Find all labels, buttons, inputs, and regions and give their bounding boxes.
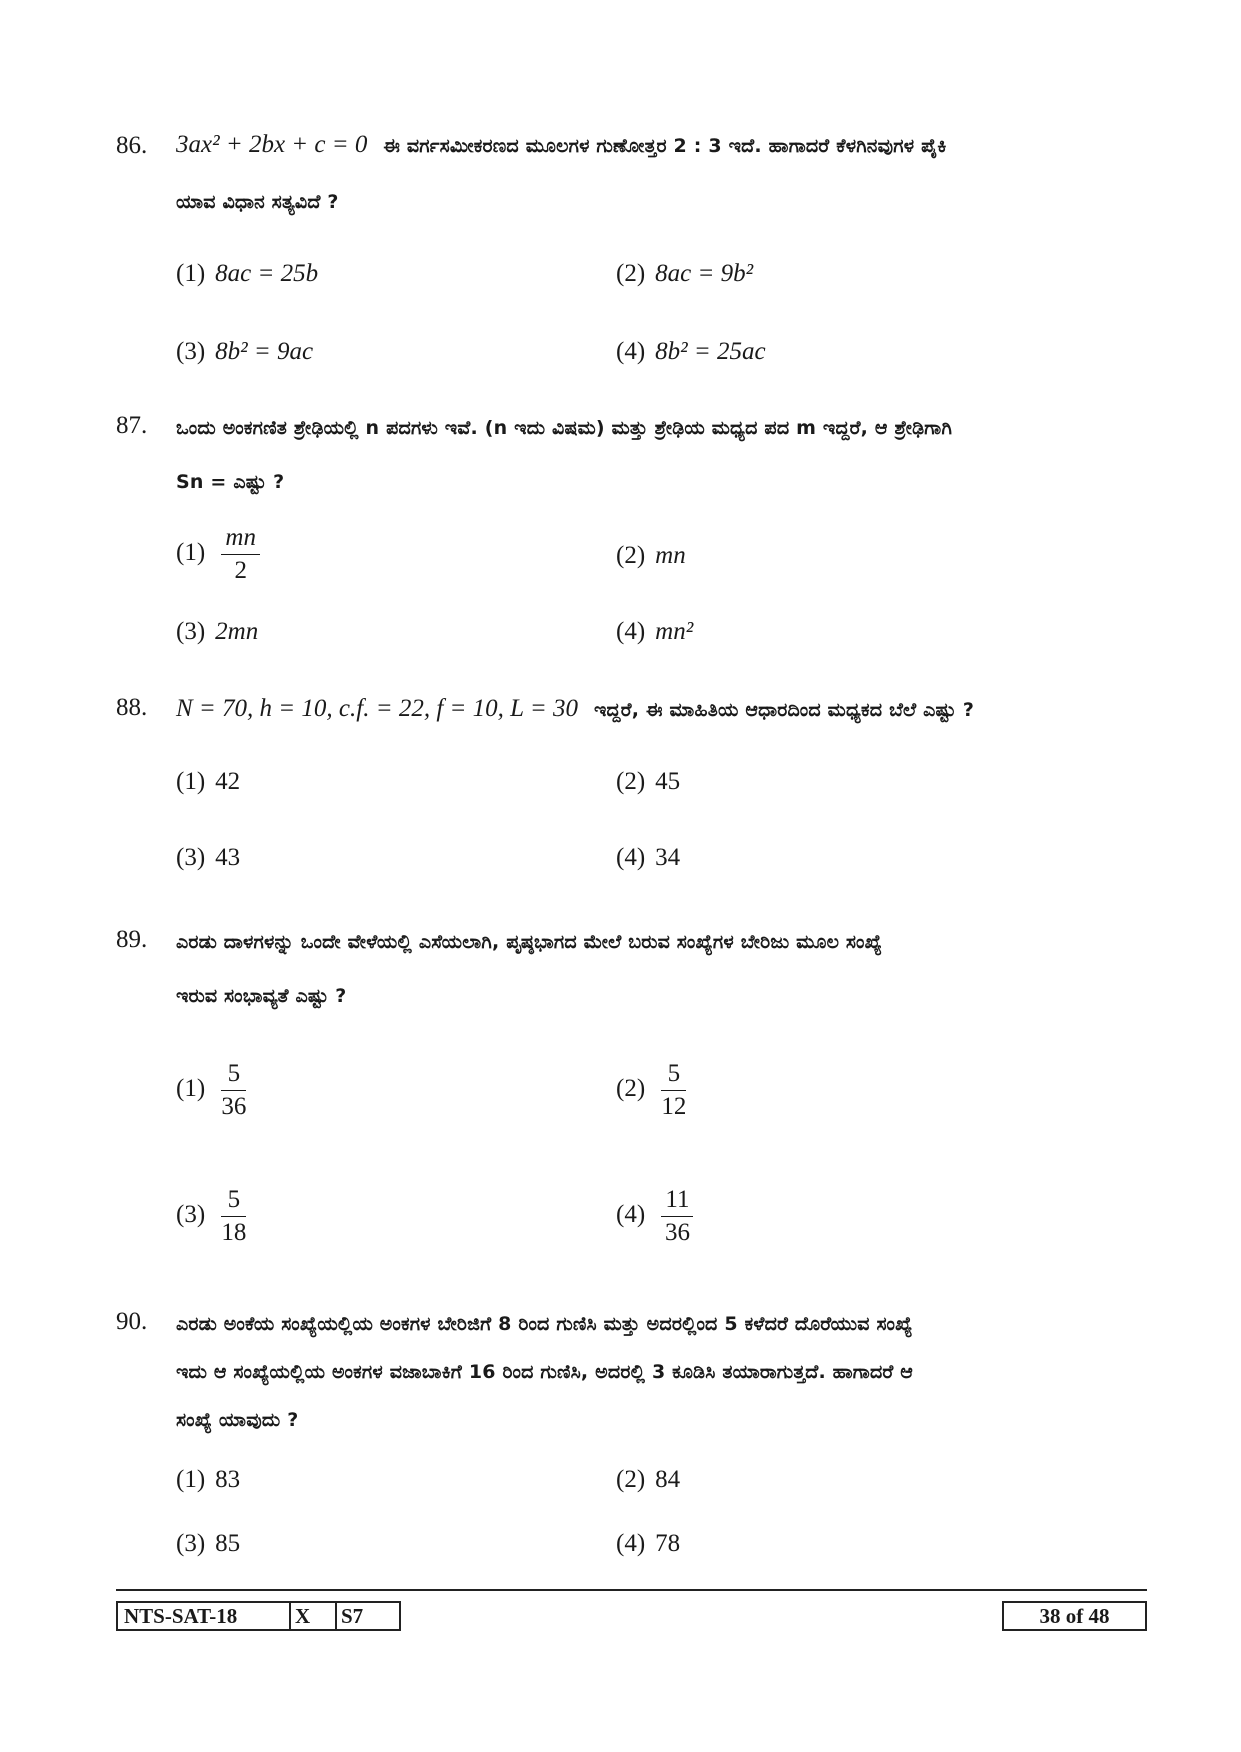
option-1[interactable]: (1) $\frac{5}{36}$ bbox=[176, 1060, 247, 1120]
fraction: $\frac{mn}{2}$ bbox=[221, 524, 260, 585]
option-1[interactable]: (1) 42 bbox=[176, 768, 241, 795]
question-line bbox=[176, 694, 974, 725]
question-line bbox=[176, 1404, 298, 1435]
question-line bbox=[176, 130, 947, 161]
option-3[interactable]: (3) 43 bbox=[176, 844, 241, 871]
option-2[interactable]: (2) 84 bbox=[616, 1466, 681, 1493]
question-number: 90. bbox=[116, 1308, 148, 1335]
question-text: ಸಂಖ್ಯೆ ಯಾವುದು ? bbox=[176, 1409, 299, 1431]
option-1[interactable]: (1) 83 bbox=[176, 1466, 241, 1493]
question-line bbox=[176, 186, 339, 217]
question-text: ಒಂದು ಅಂಕಗಣಿತ ಶ್ರೇಢಿಯಲ್ಲಿ n ಪದಗಳು ಇವೆ. (n ಇದು ವಿಷಮ) ಮತ್ತು ಶ್ರೇಢಿಯ ಮಧ್ಯದ ಪದ m ಇದ್ದರೆ, ಆ ಶ್ರೇಢಿಗಾಗಿ bbox=[176, 417, 953, 439]
question-text: ಇದು ಆ ಸಂಖ್ಯೆಯಲ್ಲಿಯ ಅಂಕಗಳ ವಜಾಬಾಕಿಗೆ 16 ರಿಂದ ಗುಣಿಸಿ, ಅದರಲ್ಲಿ 3 ಕೂಡಿಸಿ ತಯಾರಾಗುತ್ತದೆ. ಹಾಗಾದರೆ ಆ bbox=[176, 1361, 913, 1383]
footer-class: X bbox=[289, 1601, 337, 1631]
question-number: 86. bbox=[116, 132, 148, 159]
question-line bbox=[176, 926, 882, 957]
footer-exam-code: NTS-SAT-18 bbox=[116, 1601, 291, 1631]
option-4[interactable]: (4) $\frac{11}{36}$ bbox=[616, 1186, 693, 1247]
option-2[interactable]: (2) mn bbox=[616, 542, 686, 569]
footer-set: S7 bbox=[335, 1601, 401, 1631]
question-line bbox=[176, 1356, 913, 1387]
fraction: $\frac{5}{18}$ bbox=[221, 1186, 247, 1246]
option-2[interactable]: (2) 45 bbox=[616, 768, 681, 795]
footer-page-number: 38 of 48 bbox=[1002, 1601, 1147, 1631]
question-text: ಎರಡು ದಾಳಗಳನ್ನು ಒಂದೇ ವೇಳೆಯಲ್ಲಿ ಎಸೆಯಲಾಗಿ, ಪೃಷ್ಠಭಾಗದ ಮೇಲೆ ಬರುವ ಸಂಖ್ಯೆಗಳ ಬೇರಿಜು ಮೂಲ ಸಂಖ್ಯೆ bbox=[176, 931, 883, 953]
question-line bbox=[176, 980, 346, 1011]
question-line bbox=[176, 412, 952, 443]
fraction: $\frac{5}{12}$ bbox=[661, 1060, 687, 1120]
question-number: 89. bbox=[116, 926, 148, 953]
question-number: 87. bbox=[116, 412, 148, 439]
question-number: 88. bbox=[116, 694, 148, 721]
option-1[interactable]: (1) 8ac = 25b bbox=[176, 260, 319, 287]
option-2[interactable]: (2) $\frac{5}{12}$ bbox=[616, 1060, 687, 1120]
option-1[interactable]: (1) $\frac{mn}{2}$ bbox=[176, 524, 260, 585]
option-4[interactable]: (4) 78 bbox=[616, 1530, 681, 1557]
option-4[interactable]: (4) mn² bbox=[616, 618, 694, 645]
option-3[interactable]: (3) 2mn bbox=[176, 618, 259, 645]
question-text: ಈ ವರ್ಗಸಮೀಕರಣದ ಮೂಲಗಳ ಗುಣೋತ್ತರ 2 : 3 ಇದೆ. ಹಾಗಾದರೆ ಕೆಳಗಿನವುಗಳ ಪೈಕಿ bbox=[383, 135, 947, 157]
question-text: ಎರಡು ಅಂಕೆಯ ಸಂಖ್ಯೆಯಲ್ಲಿಯ ಅಂಕಗಳ ಬೇರಿಜಿಗೆ 8 ರಿಂದ ಗುಣಿಸಿ ಮತ್ತು ಅದರಲ್ಲಿಂದ 5 ಕಳೆದರೆ ದೊರೆಯುವ ಸಂಖ್ಯೆ bbox=[176, 1313, 913, 1335]
option-3[interactable]: (3) 85 bbox=[176, 1530, 241, 1557]
option-2[interactable]: (2) 8ac = 9b² bbox=[616, 260, 754, 287]
option-4[interactable]: (4) 8b² = 25ac bbox=[616, 338, 766, 365]
question-line bbox=[176, 466, 284, 497]
question-line bbox=[176, 1308, 913, 1339]
option-4[interactable]: (4) 34 bbox=[616, 844, 681, 871]
option-3[interactable]: (3) $\frac{5}{18}$ bbox=[176, 1186, 247, 1246]
question-text: ಯಾವ ವಿಧಾನ ಸತ್ಯವಿದೆ ? bbox=[176, 191, 339, 213]
given-values: N = 70, h = 10, c.f. = 22, f = 10, L = 30 bbox=[176, 695, 578, 722]
fraction: $\frac{5}{36}$ bbox=[221, 1060, 247, 1120]
footer-divider bbox=[116, 1589, 1147, 1591]
fraction: $\frac{11}{36}$ bbox=[661, 1186, 693, 1247]
question-text: Sn = ಎಷ್ಟು ? bbox=[176, 471, 285, 493]
question-text: ಇರುವ ಸಂಭಾವ್ಯತೆ ಎಷ್ಟು ? bbox=[176, 985, 347, 1007]
equation: 3ax² + 2bx + c = 0 bbox=[176, 131, 368, 158]
question-text: ಇದ್ದರೆ, ಈ ಮಾಹಿತಿಯ ಆಧಾರದಿಂದ ಮಧ್ಯಕದ ಬೆಲೆ ಎಷ್ಟು ? bbox=[593, 699, 975, 721]
option-3[interactable]: (3) 8b² = 9ac bbox=[176, 338, 314, 365]
